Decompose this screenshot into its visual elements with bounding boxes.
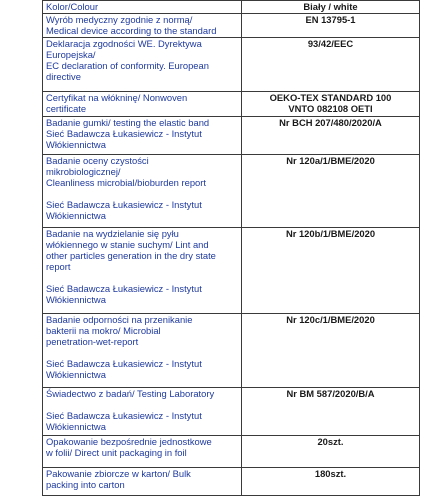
- row-value-lint-report: Nr 120b/1/BME/2020: [242, 228, 420, 314]
- row-label-elastic-band-test: [43, 117, 242, 155]
- row-label-lint-report: [43, 228, 242, 314]
- label-line: [46, 272, 238, 283]
- label-line: w folii/ Direct unit packaging in foil: [46, 447, 187, 459]
- row-label-unit-packaging: [43, 436, 242, 468]
- label-line: Certyfikat na włókninę/ Nonwoven: [46, 92, 188, 103]
- label-line: [46, 188, 238, 199]
- row-label-testing-laboratory: [43, 388, 242, 436]
- row-label-nonwoven-certificate: [43, 92, 242, 117]
- label-line: Włókiennictwa: [46, 421, 106, 433]
- label-line: Europejska/: [46, 49, 96, 61]
- label-line: Opakowanie bezpośrednie jednostkowe: [46, 436, 212, 447]
- row-value-standard: EN 13795-1: [242, 14, 420, 38]
- row-label-bioburden-report: [43, 155, 242, 228]
- label-line: penetration-wet-report: [46, 336, 139, 348]
- label-line: Włókiennictwa: [46, 139, 106, 151]
- table-row-bioburden-report: [43, 155, 420, 228]
- label-line: other particles generation in the dry state: [46, 250, 216, 262]
- label-line: certificate: [46, 103, 87, 115]
- row-value-elastic-band-test: Nr BCH 207/480/2020/A: [242, 117, 420, 155]
- label-line: Sieć Badawcza Łukasiewicz - Instytut: [46, 410, 202, 422]
- table-header-row: [43, 1, 420, 14]
- label-line: Medical device according to the standard: [46, 25, 217, 37]
- row-value-unit-packaging: 20szt.: [242, 436, 420, 468]
- table-row-nonwoven-certificate: [43, 92, 420, 117]
- row-value-nonwoven-certificate: [242, 92, 420, 117]
- row-value-testing-laboratory: Nr BM 587/2020/B/A: [242, 388, 420, 436]
- specification-sheet: [42, 0, 420, 496]
- row-label-microbial-penetration: [43, 314, 242, 388]
- table-row-lint-report: [43, 228, 420, 314]
- header-value-colour: Biały / white: [242, 1, 420, 14]
- label-line: Badanie na wydzielanie się pyłu: [46, 228, 179, 239]
- label-line: Świadectwo z badań/ Testing Laboratory: [46, 388, 215, 399]
- value-line: OEKO-TEX STANDARD 100: [269, 92, 392, 103]
- table-row-declaration: [43, 38, 420, 92]
- row-label-standard: [43, 14, 242, 38]
- label-line: Sieć Badawcza Łukasiewicz - Instytut: [46, 358, 202, 370]
- label-line: packing into carton: [46, 479, 125, 491]
- label-line: EC declaration of conformity. European: [46, 60, 209, 72]
- table-row-unit-packaging: [43, 436, 420, 468]
- label-line: Badanie oceny czystości: [46, 155, 149, 166]
- label-line: Deklaracja zgodności WE. Dyrektywa: [46, 38, 202, 49]
- label-line: Sieć Badawcza Łukasiewicz - Instytut: [46, 128, 202, 140]
- label-line: [46, 399, 238, 410]
- row-value-bioburden-report: Nr 120a/1/BME/2020: [242, 155, 420, 228]
- value-line: VNTO 082108 OETI: [288, 103, 373, 115]
- label-line: bakterii na mokro/ Microbial: [46, 325, 161, 337]
- label-line: włókiennego w stanie suchym/ Lint and: [46, 239, 209, 251]
- row-value-microbial-penetration: Nr 120c/1/BME/2020: [242, 314, 420, 388]
- table-row-microbial-penetration: [43, 314, 420, 388]
- label-line: Włókiennictwa: [46, 210, 106, 222]
- specification-table: [42, 0, 420, 496]
- label-line: Sieć Badawcza Łukasiewicz - Instytut: [46, 199, 202, 211]
- label-line: Badanie odporności na przenikanie: [46, 314, 193, 325]
- label-line: Cleanliness microbial/bioburden report: [46, 177, 206, 189]
- label-line: Badanie gumki/ testing the elastic band: [46, 117, 210, 128]
- label-line: Pakowanie zbiorcze w karton/ Bulk: [46, 468, 191, 479]
- label-line: report: [46, 261, 71, 273]
- label-line: Wyrób medyczny zgodnie z normą/: [46, 14, 193, 25]
- label-line: mikrobiologicznej/: [46, 166, 121, 178]
- label-line: Włókiennictwa: [46, 294, 106, 306]
- row-value-declaration: 93/42/EEC: [242, 38, 420, 92]
- table-row-standard: [43, 14, 420, 38]
- label-line: directive: [46, 71, 81, 83]
- header-label-colour: Kolor/Colour: [43, 1, 242, 14]
- table-row-testing-laboratory: [43, 388, 420, 436]
- label-line: Włókiennictwa: [46, 369, 106, 381]
- row-label-declaration: [43, 38, 242, 92]
- row-label-bulk-packing: [43, 468, 242, 496]
- table-row-elastic-band-test: [43, 117, 420, 155]
- label-line: [46, 347, 238, 358]
- table-row-bulk-packing: [43, 468, 420, 496]
- label-line: Sieć Badawcza Łukasiewicz - Instytut: [46, 283, 202, 295]
- row-value-bulk-packing: 180szt.: [242, 468, 420, 496]
